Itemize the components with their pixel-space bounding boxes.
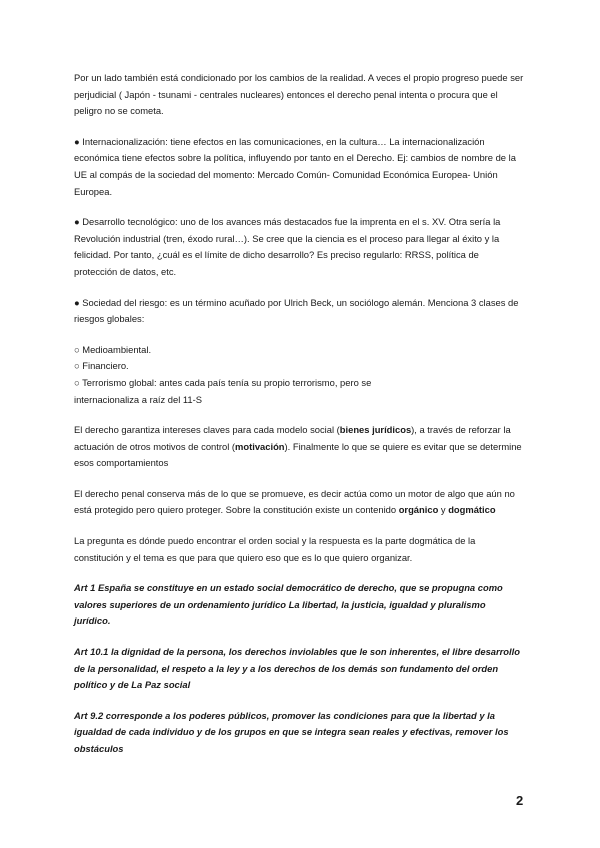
sublist-item-terrorismo-cont: internacionaliza a raíz del 11-S [74,393,203,405]
sublist-item-financiero: ○ Financiero. [74,360,129,372]
article-1: Art 1 España se constituye en un estado social democrático de derecho, que se propugna como valores superiores de un ordenamiento jurídico La libertad, la justicia, igualdad y pluralismo jurídico. [74,582,503,627]
article-10-1: Art 10.1 la dignidad de la persona, los derechos inviolables que le son inherentes, el libre desarrollo de la personalidad, el respeto a la ley y a los derechos de los demás son fundamento del orden político y de La Paz social [74,646,520,691]
bullet-internacionalizacion: ● Internacionalización: tiene efectos en las comunicaciones, en la cultura… La internacionalización económica tiene efectos sobre la política, influyendo por tanto en el Derecho. Ej: cambios de nombre de la UE al compás de la sociedad del momento: Mercado Común- Comunidad Económica Europea- Unión Europea. [74,135,516,197]
text-run: ), a través de reforzar la actuación de otros motivos de control ( [74,424,511,452]
sublist-item-medioambiental: ○ Medioambiental. [74,343,152,355]
paragraph-pregunta: La pregunta es dónde puedo encontrar el orden social y la respuesta es la parte dogmática de la constitución y el tema es que para que quiero eso que es lo que quiero organizar. [74,535,476,563]
bold-bienes-juridicos: bienes jurídicos [339,424,412,436]
text-run: El derecho penal conserva más de lo que se promueve, es decir actúa como un motor de algo que aún no está protegido pero quiero proteger. Sobre la constitución existe un contenido [74,487,515,516]
text-run: y [438,504,449,516]
bold-organico: orgánico [398,504,439,516]
paragraph-derecho-penal [74,486,524,519]
bold-dogmatico: dogmático [448,504,496,516]
article-9-2: Art 9.2 corresponde a los poderes públicos, promover las condiciones para que la libertad y la igualdad de cada individuo y de los grupos en que se integra sean reales y efectivas, remover los obstáculos [74,709,509,754]
bullet-sociedad-riesgo: ● Sociedad del riesgo: es un término acuñado por Ulrich Beck, un sociólogo alemán. Menciona 3 clases de riesgos globales: [74,296,519,325]
text-run: El derecho garantiza intereses claves para cada modelo social ( [74,424,340,436]
sublist-item-terrorismo: ○ Terrorismo global: antes cada país tenía su propio terrorismo, pero se [74,376,372,388]
bullet-desarrollo-tecnologico: ● Desarrollo tecnológico: uno de los avances más destacados fue la imprenta en el s. XV. Otra sería la Revolución industrial (tren, éxodo rural…). Se cree que la ciencia es el proceso para llegar al éxito y la felicidad. Por tanto, ¿cuál es el límite de dicho desarrollo? Es preciso regularlo: RRSS, política de protección de datos, etc. [74,216,501,277]
page-content [74,70,524,772]
text-run: ). Finalmente lo que se quiere es evitar que se determine esos comportamientos [74,440,522,469]
risk-sublist [74,342,524,408]
paragraph-progress: Por un lado también está condicionado por los cambios de la realidad. A veces el propio progreso puede ser perjudicial ( Japón - tsunami - centrales nucleares) entonces el derecho penal intenta o procura que el peligro no se cometa. [74,72,524,117]
paragraph-intereses [74,422,524,472]
page-number: 2 [516,793,524,808]
bold-motivacion: motivación [235,440,285,452]
